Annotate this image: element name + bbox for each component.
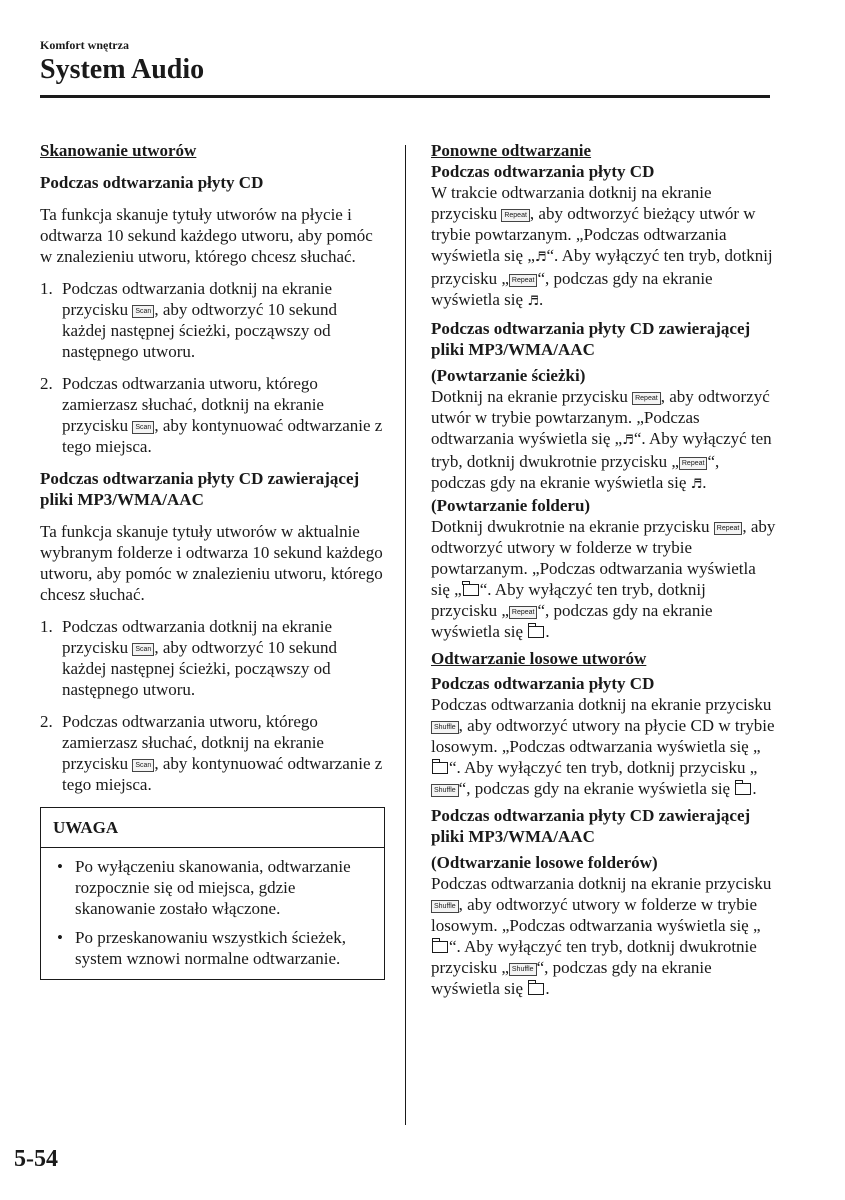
- random-cd-heading: Podczas odtwarzania płyty CD: [431, 674, 655, 693]
- folder-repeat-heading: (Powtarzanie folderu): [431, 496, 591, 515]
- shuffle-button-icon: Shuffle: [509, 963, 537, 976]
- folder-icon: [528, 983, 544, 995]
- repeat-button-icon: Repeat: [632, 392, 661, 405]
- scan-cd-steps: [40, 278, 385, 457]
- bullet-icon: •: [57, 928, 63, 947]
- list-item: 1. Podczas odtwarzania dotknij na ekranie przycisku Scan , aby odtworzyć 10 sekund każdej następnej ścieżki, począwszy od następnego utworu.: [40, 617, 338, 699]
- folder-icon: [528, 626, 544, 638]
- page-number: 5-54: [14, 1146, 58, 1172]
- repeat-cd-heading: Podczas odtwarzania płyty CD: [431, 162, 655, 181]
- scan-heading: Skanowanie utworów: [40, 141, 197, 160]
- folder-icon: [463, 584, 479, 596]
- list-item: • Po wyłączeniu skanowania, odtwarzanie rozpocznie się od miejsca, gdzie skanowanie zostało włączone.: [57, 857, 351, 918]
- music-note-icon: ♬: [622, 433, 634, 448]
- step-number: 2.: [40, 712, 53, 731]
- scan-mp3-steps: [40, 616, 385, 795]
- scan-mp3-intro: Ta funkcja skanuje tytuły utworów w aktualnie wybranym folderze i odtwarza 10 sekund każdego utworu, aby pomóc w znalezieniu utworu, którego chcesz słuchać.: [40, 522, 383, 604]
- scan-button-icon: Scan: [132, 759, 154, 772]
- repeat-mp3-heading: Podczas odtwarzania płyty CD zawierającej pliki MP3/WMA/AAC: [431, 319, 751, 359]
- repeat-cd-text: W trakcie odtwarzania dotknij na ekranie przycisku Repeat , aby odtworzyć bieżący utwór w trybie powtarzanym. „Podczas odtwarzania wyświetla się „♬“. Aby wyłączyć ten tryb, dotknij przycisku „ Repeat “, podczas gdy na ekranie wyświetla się ♬.: [431, 183, 773, 309]
- right-column: [431, 140, 776, 999]
- folder-icon: [735, 783, 751, 795]
- folder-icon: [432, 762, 448, 774]
- repeat-button-icon: Repeat: [501, 209, 530, 222]
- shuffle-button-icon: Shuffle: [431, 900, 459, 913]
- scan-button-icon: Scan: [132, 305, 154, 318]
- music-note-icon: ♬: [534, 250, 547, 265]
- step-number: 1.: [40, 617, 53, 636]
- warning-list: [53, 856, 372, 969]
- repeat-heading: Ponowne odtwarzanie: [431, 141, 592, 160]
- page-title: System Audio: [40, 54, 205, 85]
- shuffle-button-icon: Shuffle: [431, 721, 459, 734]
- scan-mp3-heading: Podczas odtwarzania płyty CD zawierającej pliki MP3/WMA/AAC: [40, 469, 360, 509]
- warning-box: [40, 807, 385, 980]
- random-cd-text: Podczas odtwarzania dotknij na ekranie przycisku Shuffle , aby odtworzyć utwory na płycie CD w trybie losowym. „Podczas odtwarzania wyświetla się „“. Aby wyłączyć ten tryb, dotknij przycisku „Shuffle “, podczas gdy na ekranie wyświetla się .: [431, 695, 775, 798]
- warning-title: UWAGA: [41, 808, 384, 848]
- step-number: 2.: [40, 374, 53, 393]
- repeat-button-icon: Repeat: [714, 522, 743, 535]
- random-folder-text: Podczas odtwarzania dotknij na ekranie przycisku Shuffle , aby odtworzyć utwory w folderze w trybie losowym. „Podczas odtwarzania wyświetla się „“. Aby wyłączyć ten tryb, dotknij dwukrotnie przycisku „ Shuffle “, podczas gdy na ekranie wyświetla się .: [431, 874, 772, 998]
- folder-icon: [432, 941, 448, 953]
- bullet-icon: •: [57, 857, 63, 876]
- column-divider: [405, 145, 406, 1125]
- music-note-icon: ♬: [690, 477, 703, 492]
- track-repeat-heading: (Powtarzanie ścieżki): [431, 366, 586, 385]
- list-item: 2. Podczas odtwarzania utworu, którego zamierzasz słuchać, dotknij na ekranie przycisku Scan , aby kontynuować odtwarzanie z tego miejsca.: [40, 712, 383, 794]
- repeat-button-icon: Repeat: [509, 274, 538, 287]
- scan-button-icon: Scan: [132, 643, 154, 656]
- random-folder-heading: (Odtwarzanie losowe folderów): [431, 853, 658, 872]
- scan-cd-intro: Ta funkcja skanuje tytuły utworów na płycie i odtwarza 10 sekund każdego utworu, aby pomóc w znalezieniu utworu, którego chcesz słuchać.: [40, 205, 373, 266]
- random-mp3-heading: Podczas odtwarzania płyty CD zawierającej pliki MP3/WMA/AAC: [431, 806, 751, 846]
- folder-repeat-text: Dotknij dwukrotnie na ekranie przycisku Repeat , aby odtworzyć utwory w folderze w trybie powtarzanym. „Podczas odtwarzania wyświetla się „ “. Aby wyłączyć ten tryb, dotknij przycisku „ Repeat “, podczas gdy na ekranie wyświetla się .: [431, 517, 776, 641]
- random-heading: Odtwarzanie losowe utworów: [431, 649, 647, 668]
- scan-cd-heading: Podczas odtwarzania płyty CD: [40, 173, 264, 192]
- title-rule: [40, 95, 770, 98]
- music-note-icon: ♬: [527, 294, 539, 309]
- step-number: 1.: [40, 279, 53, 298]
- list-item: 2. Podczas odtwarzania utworu, którego zamierzasz słuchać, dotknij na ekranie przycisku Scan , aby kontynuować odtwarzanie z tego miejsca.: [40, 374, 383, 456]
- scan-button-icon: Scan: [132, 421, 154, 434]
- list-item: 1. Podczas odtwarzania dotknij na ekranie przycisku Scan , aby odtworzyć 10 sekund każdej następnej ścieżki, począwszy od następnego utworu.: [40, 279, 338, 361]
- list-item: • Po przeskanowaniu wszystkich ścieżek, system wznowi normalne odtwarzanie.: [57, 928, 346, 968]
- repeat-button-icon: Repeat: [509, 606, 538, 619]
- left-column: [40, 140, 385, 980]
- shuffle-button-icon: Shuffle: [431, 784, 459, 797]
- track-repeat-text: Dotknij na ekranie przycisku Repeat , aby odtworzyć utwór w trybie powtarzanym. „Podczas odtwarzania wyświetla się „♬“. Aby wyłączyć ten tryb, dotknij dwukrotnie przycisku „ Repeat “, podczas gdy na ekranie wyświetla się ♬.: [431, 387, 772, 492]
- repeat-button-icon: Repeat: [679, 457, 708, 470]
- breadcrumb: Komfort wnętrza: [40, 38, 129, 52]
